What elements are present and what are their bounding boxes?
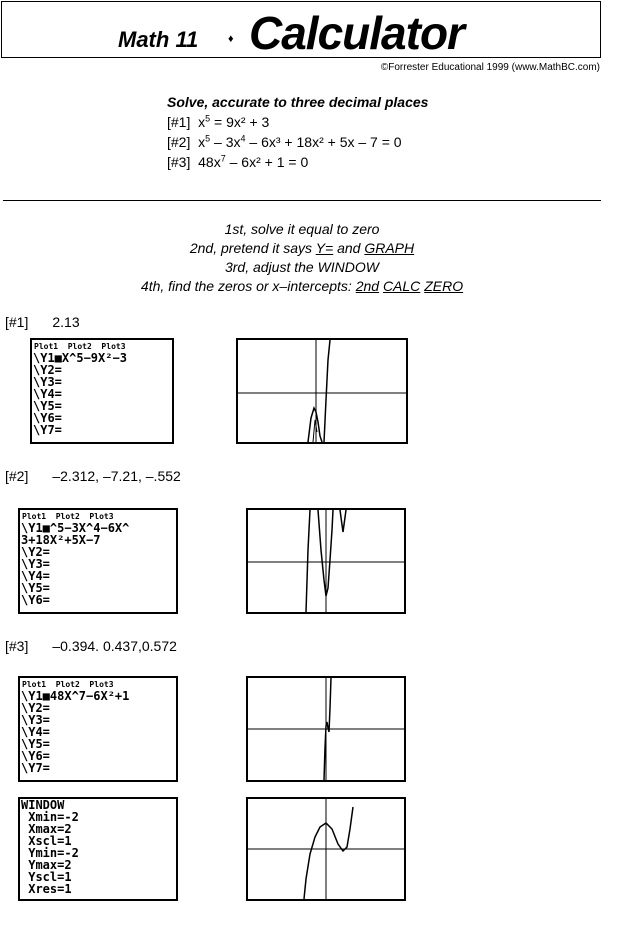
title-calculator: Calculator (249, 7, 464, 59)
step-4-zero: ZERO (424, 278, 464, 294)
screen-line: \Y6= (21, 749, 50, 763)
result-2-label: [#2] (5, 468, 29, 484)
window-screen (18, 797, 178, 901)
screen-line: \Y7= (21, 761, 50, 775)
steps-block (0, 220, 604, 296)
problem-1 (167, 112, 428, 132)
problem-3 (167, 152, 428, 172)
problem-1-label: [#1] (167, 114, 191, 130)
step-4-calc: CALC (382, 278, 421, 294)
graph-screen-3 (246, 676, 406, 782)
eq-exp: 5 (205, 133, 211, 144)
screen-line: \Y3= (33, 375, 62, 389)
window-xscl: Xscl=1 (21, 834, 72, 848)
eq-exp: 5 (205, 113, 211, 124)
step-4-2nd: 2nd (355, 278, 380, 294)
screen-line: \Y2= (33, 363, 62, 377)
result-3-answer: –0.394. 0.437,0.572 (52, 638, 177, 654)
result-2-answer: –2.312, –7.21, –.552 (52, 468, 181, 484)
title-math: Math 11 (118, 27, 199, 52)
graph-screen-2 (246, 508, 406, 614)
eq-part: x (198, 134, 206, 150)
y-editor-screen-1 (30, 338, 174, 444)
step-2-text: 2nd, pretend it says (189, 240, 316, 256)
result-1-answer: 2.13 (52, 314, 80, 330)
plots-line: Plot1 Plot2 Plot3 (22, 680, 114, 689)
y-editor-screen-2 (18, 508, 178, 614)
graph-screen-1 (236, 338, 408, 444)
screen-line: \Y7= (33, 423, 62, 437)
screen-line: \Y3= (21, 557, 50, 571)
step-2-y: Y= (315, 240, 334, 256)
screen-line: \Y5= (33, 399, 62, 413)
screen-line: \Y6= (33, 411, 62, 425)
screen-line: \Y1■48X^7−6X²+1 (21, 689, 130, 703)
plots-line: Plot1 Plot2 Plot3 (34, 342, 126, 351)
screen-line: \Y5= (21, 737, 50, 751)
result-3-label: [#3] (5, 638, 29, 654)
window-xmin: Xmin=-2 (21, 810, 79, 824)
result-2 (5, 468, 181, 484)
screen-line: \Y1■^5−3X^4−6X^ (21, 521, 130, 535)
eq-part: – 6x³ + 18x² + 5x – 7 = 0 (245, 134, 402, 150)
result-1 (5, 314, 80, 330)
screen-line: \Y6= (21, 593, 50, 607)
eq-exp: 7 (220, 153, 226, 164)
window-ymax: Ymax=2 (21, 858, 72, 872)
screen-line: \Y5= (21, 581, 50, 595)
screen-line: 3+18X²+5X−7 (21, 533, 101, 547)
step-4-text: 4th, find the zeros or x–intercepts: (140, 278, 356, 294)
graph-screen-4 (246, 797, 406, 901)
y-editor-screen-3 (18, 676, 178, 782)
screen-line: \Y1■X^5−9X²−3 (33, 351, 127, 365)
step-1: 1st, solve it equal to zero (224, 221, 380, 237)
divider (3, 200, 601, 201)
window-ymin: Ymin=-2 (21, 846, 79, 860)
step-3: 3rd, adjust the WINDOW (224, 259, 380, 275)
result-3 (5, 638, 177, 654)
screen-line: \Y2= (21, 545, 50, 559)
window-title: WINDOW (21, 798, 65, 812)
window-xres: Xres=1 (21, 882, 72, 896)
screen-line: \Y4= (21, 569, 50, 583)
title-box (1, 1, 601, 58)
step-4 (0, 277, 604, 296)
plots-line: Plot1 Plot2 Plot3 (22, 512, 114, 521)
step-2 (0, 239, 604, 258)
window-yscl: Yscl=1 (21, 870, 72, 884)
eq-exp: 4 (240, 133, 246, 144)
problem-2-label: [#2] (167, 134, 191, 150)
screen-line: \Y3= (21, 713, 50, 727)
eq-part: x (198, 114, 206, 130)
result-1-label: [#1] (5, 314, 29, 330)
intro-block (167, 92, 428, 172)
screen-line: \Y2= (21, 701, 50, 715)
problem-3-label: [#3] (167, 154, 191, 170)
eq-part: = 9x² + 3 (210, 114, 270, 130)
problem-2 (167, 132, 428, 152)
diamond-icon: ♦ (228, 33, 234, 45)
intro-heading: Solve, accurate to three decimal places (167, 94, 429, 110)
window-xmax: Xmax=2 (21, 822, 72, 836)
step-2-graph: GRAPH (364, 240, 415, 256)
eq-part: – 3x (210, 134, 241, 150)
screen-line: \Y4= (33, 387, 62, 401)
screen-line: \Y4= (21, 725, 50, 739)
eq-part: 48x (198, 154, 221, 170)
step-2-mid: and (333, 240, 365, 256)
eq-part: – 6x² + 1 = 0 (225, 154, 309, 170)
copyright: ©Forrester Educational 1999 (www.MathBC.com) (380, 62, 600, 73)
